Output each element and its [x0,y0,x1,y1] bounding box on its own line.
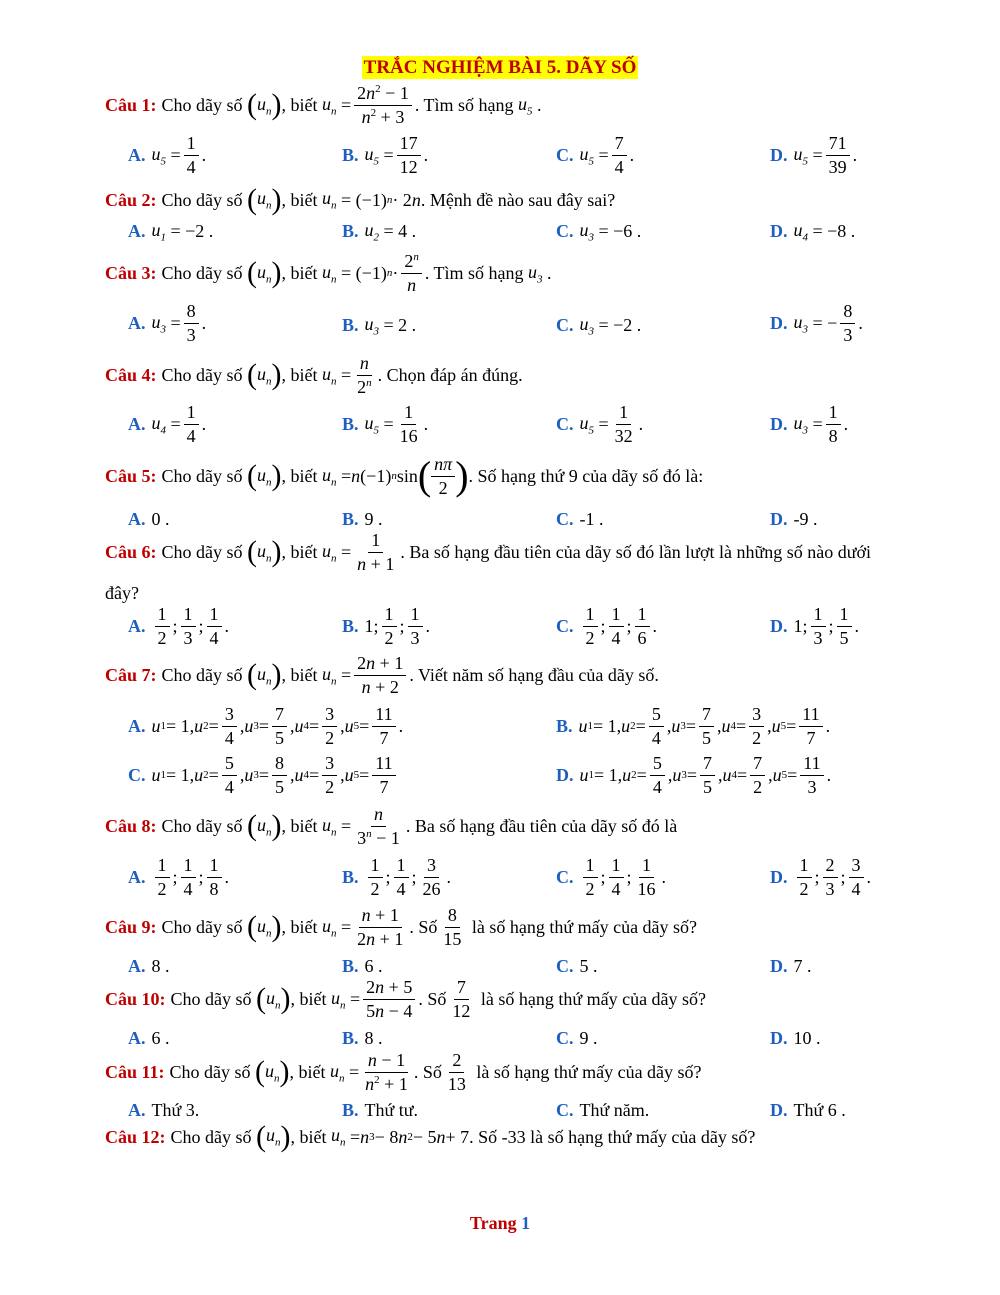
q6-option-a[interactable]: A. $\frac{1}{2}$ ; $\frac{1}{3}$ ; $\frac{1}{4}$ . [128,604,230,648]
q11-option-c[interactable]: C. Thứ năm. [556,1100,650,1120]
question-5: Câu 5: Cho dãy số ( $u_n$ ) , biết $u_n$ = n (−1) n sin ( $\frac{n\pi}{2}$ ) . Số hạng thứ 9 của dãy số đó là: [105,453,704,499]
q2-option-d[interactable]: D. $u_4$ = −8 . [770,220,856,244]
question-10: Câu 10: Cho dãy số ( $u_n$ ) , biết $u_n$ = $\frac{2n + 5}{5n - 4}$ . Số $\frac{7}{12}$ là số hạng thứ mấy của dãy số? [105,977,707,1021]
question-3: Câu 3: Cho dãy số ( $u_n$ ) , biết $u_n$ = (−1) n · $\frac{2^n}{n}$ . Tìm số hạng $u_3$ . [105,251,552,295]
question-4: Câu 4: Cho dãy số ( $u_n$ ) , biết $u_n$ = $\frac{n}{2^n}$ . Chọn đáp án đúng. [105,353,523,397]
q2-option-c[interactable]: C. $u_3$ = −6 . [556,220,642,244]
q7-option-b[interactable]: B. u 1 = 1, u 2 = $\frac{5}{4}$ , u 3 = $\frac{7}{5}$ , u 4 = $\frac{3}{2}$ , u 5 = $\frac{11}{7}$ . [556,704,831,748]
q9-option-d[interactable]: D. 7 . [770,956,812,976]
q7-option-a[interactable]: A. u 1 = 1, u 2 = $\frac{3}{4}$ , u 3 = $\frac{7}{5}$ , u 4 = $\frac{3}{2}$ , u 5 = $\frac{11}{7}$ . [128,704,404,748]
q8-option-a[interactable]: A. $\frac{1}{2}$ ; $\frac{1}{4}$ ; $\frac{1}{8}$ . [128,855,230,899]
q5-option-a[interactable]: A. 0 . [128,509,170,529]
question-9: Câu 9: Cho dãy số ( $u_n$ ) , biết $u_n$ = $\frac{n + 1}{2n + 1}$ . Số $\frac{8}{15}$ là số hạng thứ mấy của dãy số? [105,905,698,949]
q11-option-a[interactable]: A. Thứ 3. [128,1100,200,1120]
q5-option-d[interactable]: D. -9 . [770,509,818,529]
q4-option-c[interactable]: C. $u_5$ = $\frac{1}{32}$ . [556,402,644,446]
question-11: Câu 11: Cho dãy số ( $u_n$ ) , biết $u_n$ = $\frac{n - 1}{n^2 + 1}$ . Số $\frac{2}{13}$ là số hạng thứ mấy của dãy số? [105,1050,702,1094]
question-8: Câu 8: Cho dãy số ( $u_n$ ) , biết $u_n$ = $\frac{n}{3^n - 1}$ . Ba số hạng đầu tiên của dãy số đó là [105,804,678,848]
q5-option-c[interactable]: C. -1 . [556,509,604,529]
question-2: Câu 2: Cho dãy số ( $u_n$ ) , biết $u_n$ = (−1) n · 2 n . Mệnh đề nào sau đây sai? [105,183,616,216]
q5-option-b[interactable]: B. 9 . [342,509,383,529]
q11-option-b[interactable]: B. Thứ tư. [342,1100,419,1120]
q2-option-b[interactable]: B. $u_2$ = 4 . [342,220,417,244]
q8-option-c[interactable]: C. $\frac{1}{2}$ ; $\frac{1}{4}$ ; $\frac{1}{16}$ . [556,855,667,899]
q9-option-a[interactable]: A. 8 . [128,956,170,976]
question-6-continued: đây? [105,583,139,603]
q3-option-b[interactable]: B. $u_3$ = 2 . [342,314,417,338]
q3-option-a[interactable]: A. $u_3$ = $\frac{8}{3}$ . [128,301,207,345]
q7-option-d[interactable]: D. u 1 = 1, u 2 = $\frac{5}{4}$ , u 3 = $\frac{7}{5}$ , u 4 = $\frac{7}{2}$ , u 5 = $\frac{11}{3}$ . [556,753,832,797]
q4-option-b[interactable]: B. $u_5$ = $\frac{1}{16}$ . [342,402,429,446]
question-1: Câu 1: Cho dãy số ( $u_n$ ) , biết $u_n$ = $\frac{2n^2 - 1}{n^2 + 3}$ . Tìm số hạng $u_5$ . [105,83,542,127]
q10-option-b[interactable]: B. 8 . [342,1028,383,1048]
q10-option-d[interactable]: D. 10 . [770,1028,821,1048]
q3-option-d[interactable]: D. $u_3$ = − $\frac{8}{3}$ . [770,301,863,345]
q6-option-d[interactable]: D. 1; $\frac{1}{3}$ ; $\frac{1}{5}$ . [770,604,860,648]
question-12: Câu 12: Cho dãy số ( $u_n$ ) , biết $u_n$ = n 3 − 8 n 2 − 5 n + 7 . Số -33 là số hạng thứ mấy của dãy số? [105,1120,756,1153]
q8-option-b[interactable]: B. $\frac{1}{2}$ ; $\frac{1}{4}$ ; $\frac{3}{26}$ . [342,855,452,899]
question-7: Câu 7: Cho dãy số ( $u_n$ ) , biết $u_n$ = $\frac{2n + 1}{n + 2}$ . Viết năm số hạng đầu của dãy số. [105,653,659,697]
q8-option-d[interactable]: D. $\frac{1}{2}$ ; $\frac{2}{3}$ ; $\frac{3}{4}$ . [770,855,872,899]
question-6: Câu 6: Cho dãy số ( $u_n$ ) , biết $u_n$ = $\frac{1}{n + 1}$ . Ba số hạng đầu tiên của dãy số đó lần lượt là những số nào dưới [105,530,872,574]
q10-option-c[interactable]: C. 9 . [556,1028,598,1048]
q9-option-b[interactable]: B. 6 . [342,956,383,976]
q4-option-d[interactable]: D. $u_3$ = $\frac{1}{8}$ . [770,402,849,446]
q1-option-c[interactable]: C. $u_5$ = $\frac{7}{4}$ . [556,133,635,177]
q4-option-a[interactable]: A. $u_4$ = $\frac{1}{4}$ . [128,402,207,446]
q1-option-a[interactable]: A. $u_5$ = $\frac{1}{4}$ . [128,133,207,177]
q10-option-a[interactable]: A. 6 . [128,1028,170,1048]
q9-option-c[interactable]: C. 5 . [556,956,598,976]
page-title: TRẮC NGHIỆM BÀI 5. DÃY SỐ [363,57,637,78]
q7-option-c[interactable]: C. u 1 = 1, u 2 = $\frac{5}{4}$ , u 3 = $\frac{8}{5}$ , u 4 = $\frac{3}{2}$ , u 5 = $\frac{11}{7}$ [128,754,399,797]
page-number: 1 [521,1213,531,1233]
q11-option-d[interactable]: D. Thứ 6 . [770,1100,846,1120]
q6-option-b[interactable]: B. 1; $\frac{1}{2}$ ; $\frac{1}{3}$ . [342,604,431,648]
q1-option-b[interactable]: B. $u_5$ = $\frac{17}{12}$ . [342,133,429,177]
q2-option-a[interactable]: A. $u_1$ = −2 . [128,220,214,244]
page-footer: Trang 1 [469,1213,531,1233]
q6-option-c[interactable]: C. $\frac{1}{2}$ ; $\frac{1}{4}$ ; $\frac{1}{6}$ . [556,604,658,648]
q3-option-c[interactable]: C. $u_3$ = −2 . [556,314,642,338]
q1-option-d[interactable]: D. $u_5$ = $\frac{71}{39}$ . [770,133,858,177]
